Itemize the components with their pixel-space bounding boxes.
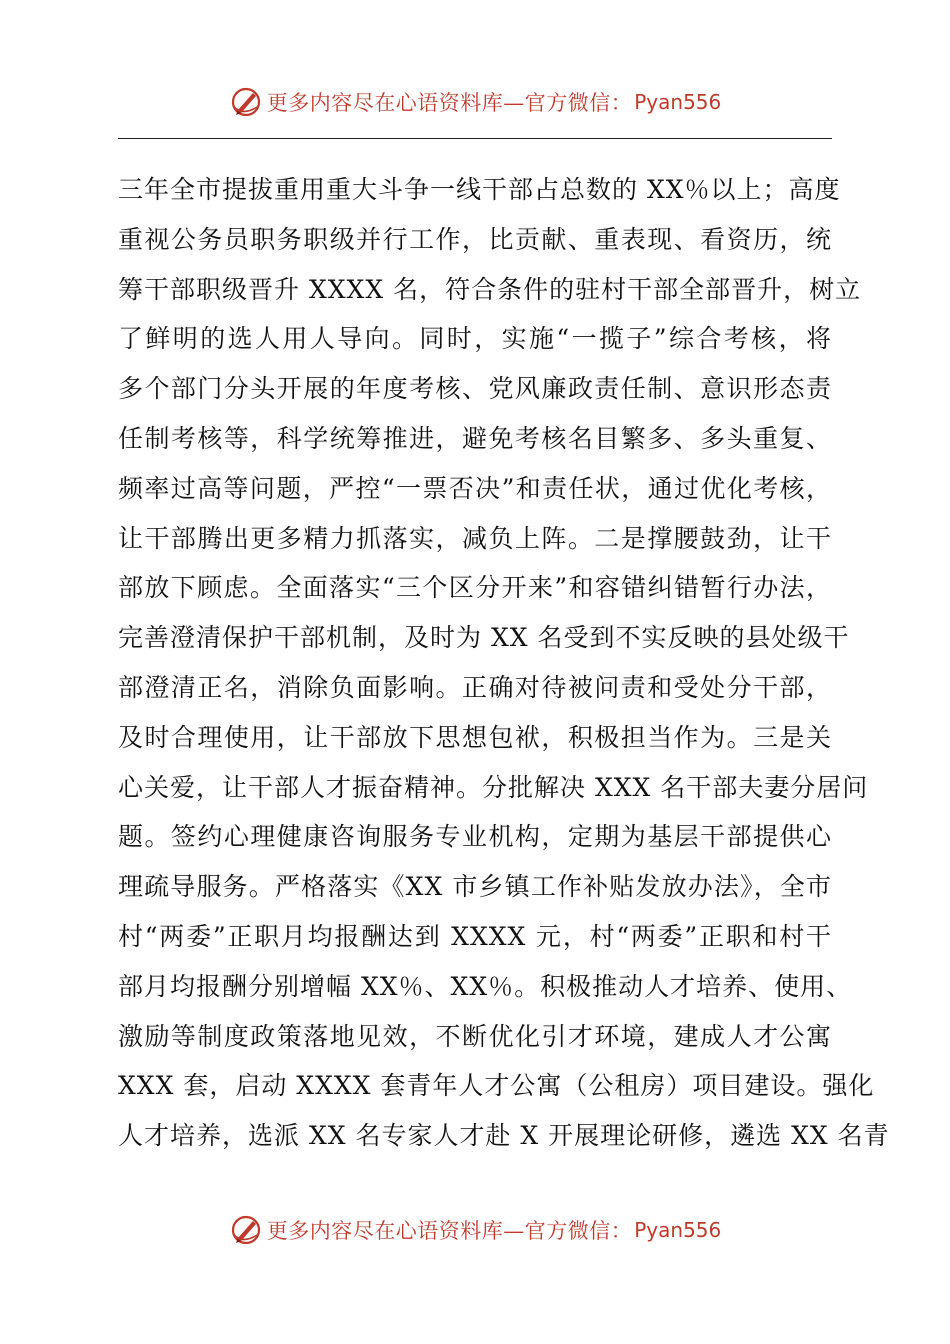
body-line: XXX 套，启动 XXXX 套青年人才公寓（公租房）项目建设。强化: [118, 1071, 875, 1101]
body-line: 部放下顾虑。全面落实“三个区分开来”和容错纠错暂行办法，: [118, 573, 832, 603]
body-line: 及时合理使用，让干部放下思想包袱，积极担当作为。三是关: [118, 722, 832, 752]
header-brand-text: 更多内容尽在心语资料库—官方微信：: [266, 91, 633, 115]
header-wechat-id: Pyan556: [634, 90, 722, 114]
body-line: 部月均报酬分别增幅 XX％、XX％。积极推动人才培养、使用、: [118, 971, 853, 1001]
body-line: 完善澄清保护干部机制，及时为 XX 名受到不实反映的县处级干: [118, 623, 850, 653]
body-line: 激励等制度政策落地见效，不断优化引才环境，建成人才公寓: [118, 1021, 832, 1051]
body-line: 了鲜明的选人用人导向。同时，实施“一揽子”综合考核，将: [118, 324, 832, 354]
body-line: 题。签约心理健康咨询服务专业机构，定期为基层干部提供心: [118, 822, 832, 852]
body-line: 村“两委”正职月均报酬达到 XXXX 元，村“两委”正职和村干: [118, 921, 832, 951]
body-line: 部澄清正名，消除负面影响。正确对待被问责和受处分干部，: [118, 672, 832, 702]
body-line: 多个部门分头开展的年度考核、党风廉政责任制、意识形态责: [118, 374, 832, 404]
body-line: 心关爱，让干部人才振奋精神。分批解决 XXX 名干部夫妻分居问: [118, 772, 869, 802]
body-line: 三年全市提拔重用重大斗争一线干部占总数的 XX％以上；高度: [118, 175, 841, 204]
footer-banner: [0, 1210, 950, 1250]
body-line: 人才培养，选派 XX 名专家人才赴 X 开展理论研修，遴选 XX 名青: [118, 1121, 890, 1151]
pen-circle-logo-icon: [229, 1213, 263, 1247]
header-divider: [118, 138, 832, 139]
document-body: [118, 165, 890, 1161]
body-line: 重视公务员职务职级并行工作，比贡献、重表现、看资历，统: [118, 224, 832, 254]
header-banner: [0, 82, 950, 122]
body-line: 频率过高等问题，严控“一票否决”和责任状，通过优化考核，: [118, 473, 832, 503]
body-line: 让干部腾出更多精力抓落实，减负上阵。二是撑腰鼓劲，让干: [118, 523, 832, 553]
body-line: 筹干部职级晋升 XXXX 名，符合条件的驻村干部全部晋升，树立: [118, 274, 862, 304]
footer-brand-text: 更多内容尽在心语资料库—官方微信：: [266, 1219, 633, 1243]
pen-circle-logo-icon: [229, 85, 263, 119]
footer-wechat-id: Pyan556: [634, 1218, 722, 1242]
body-line: 任制考核等，科学统筹推进，避免考核名目繁多、多头重复、: [118, 423, 832, 453]
body-line: 理疏导服务。严格落实《XX 市乡镇工作补贴发放办法》，全市: [118, 872, 832, 902]
